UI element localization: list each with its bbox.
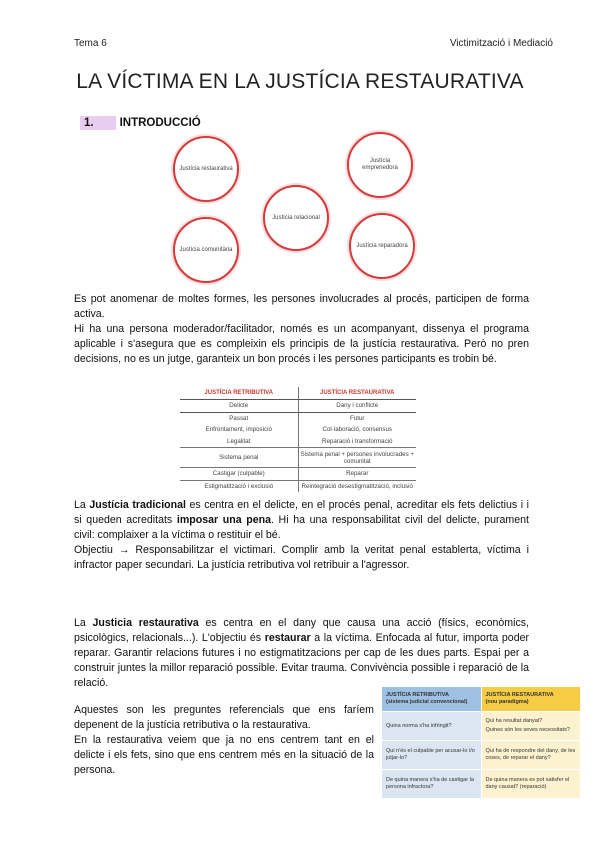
table-row [180, 480, 416, 492]
table-cell: Futur [350, 414, 365, 422]
section-number: 1. [80, 116, 116, 130]
page-title: LA VÍCTIMA EN LA JUSTÍCIA RESTAURATIVA [76, 70, 524, 93]
intro-text [74, 292, 529, 367]
table-header: JUSTÍCIA RETRIBUTIVA [180, 387, 298, 400]
text-run: . Hi ha una responsabilitat civil del delicte, purament civil: complaixer a la víctima o restituir el bé. [74, 514, 529, 541]
traditional-justice-text [74, 498, 529, 573]
text-run: es centra en el dany que causa una acció (físics, econòmics, psicològics, relacionals...). L'objectiu és [74, 617, 529, 644]
table-cell: Enfrontament, imposició [180, 424, 298, 436]
bold-term: Justicia restaurativa [92, 617, 199, 629]
question: Quines són les seves necessitats? [485, 727, 570, 733]
section-heading [80, 117, 201, 129]
questions-table [381, 686, 581, 799]
table-cell: Reintegració desestigmatització, inclusió [301, 482, 413, 490]
question: Qui ha resultat danyat? [485, 718, 543, 724]
intro-paragraph-1: Es pot anomenar de moltes formes, les persones involucrades al procés, participen de forma activa. [74, 293, 529, 320]
table-row [180, 412, 416, 424]
text-run: a la víctima. Enfocada al futur, importa poder reparar. Garantir relacions futures i no estigmatitzacions per cap de les dues parts. Espai per a construir juntes la millor reparació possible. Evitar trauma. Convivència possible i reparació de la relació. [74, 632, 530, 689]
table-cell: Sistema penal + persones involucrades + comunitat [298, 448, 416, 468]
header-subtitle: (sistema judicial convencional) [386, 699, 468, 705]
table-cell: Quina norma s'ha infringit? [382, 712, 482, 741]
table-row [180, 448, 416, 468]
table-row [180, 467, 416, 480]
table-row [180, 400, 416, 413]
table-cell: De quina manera es pot satisfer el dany causat? (reparació) [481, 770, 581, 799]
text-run: es centra en el delicte, en el procés penal, acreditar els fets delictius i i si queden acreditats [74, 499, 529, 526]
table-cell: Legalitat [180, 436, 298, 448]
table-cell: Estigmatització i exclusió [180, 480, 298, 492]
header-title: JUSTÍCIA RESTAURATIVA [485, 692, 554, 698]
diagram-node: Justícia restaurativa [173, 136, 239, 202]
traditional-paragraph-1 [74, 498, 529, 543]
diagram-node: Justícia comunitària [173, 217, 239, 283]
restorative-justice-text [74, 616, 529, 691]
table-cell: Sistema penal [180, 448, 298, 468]
table-header: JUSTÍCIA RESTAURATIVA [298, 387, 416, 400]
table-header [382, 687, 482, 712]
comparison-table [180, 387, 416, 492]
intro-paragraph-2: Hi ha una persona moderador/facilitador, només es un acompanyant, dissenya el programa aplicable i s'asegura que es compleixin els principis de la justícia restaurativa. Però no pren decisions, no es un jutge, garanteix un bon procés i les persones participants es trobin bé. [74, 323, 529, 365]
closing-paragraph-1: Aquestes son les preguntes referencials que ens faríem depenent de la justícia retributiva o la restaurativa. [74, 704, 374, 731]
bold-term: restaurar [264, 632, 311, 644]
text-run: La [74, 617, 93, 629]
header-right: Victimització i Mediació [449, 38, 553, 49]
restorative-paragraph [74, 616, 529, 691]
table-cell: Delicte [180, 400, 298, 413]
table-cell: Col·laboració, consensus [322, 426, 392, 434]
diagram-node: Justícia emprenedora [347, 132, 413, 198]
table-row [382, 741, 581, 770]
table-header [481, 687, 581, 712]
table-row [382, 770, 581, 799]
table-cell: Reparació i transformació [298, 436, 416, 448]
table-cell: De quina manera s'ha de castigar la persona infractora? [382, 770, 482, 799]
text-run: La [74, 499, 90, 511]
section-label: INTRODUCCIÓ [119, 117, 201, 129]
table-row [382, 712, 581, 741]
closing-text [74, 703, 374, 778]
table-cell: Dany i conflicte [298, 400, 416, 413]
traditional-paragraph-2: Objectiu → Responsabilitzar el victimari. Complir amb la veritat penal establerta, víctima i infractor paper secundari. La justícia retributiva vol retribuir a l'agressor. [74, 544, 529, 571]
table-row [180, 436, 416, 448]
table-cell: Passat [180, 412, 298, 424]
bold-term: Justícia tradicional [89, 499, 186, 511]
table-cell: Castigar (culpable) [180, 467, 298, 480]
diagram-node: Justícia reparadora [349, 213, 415, 279]
table-cell [481, 712, 581, 741]
table-cell: Qui n'és el culpable per acusar-lo i/o jutjar-lo? [382, 741, 482, 770]
closing-paragraph-2: En la restaurativa veiem que ja no ens centrem tant en el delicte i els fets, sino que ens centrem més en la situació de la persona. [74, 734, 374, 776]
table-cell: Reparar [298, 467, 416, 480]
table-row [180, 424, 416, 436]
table-cell: Qui ha de respondre del dany, de les coses, de reparar el dany? [481, 741, 581, 770]
header-subtitle: (nou paradigma) [485, 699, 529, 705]
header-title: JUSTÍCIA RETRIBUTIVA [386, 692, 449, 698]
bold-term: imposar una pena [176, 514, 271, 526]
diagram-node: Justícia relacional [263, 185, 329, 251]
header-left: Tema 6 [74, 38, 107, 49]
